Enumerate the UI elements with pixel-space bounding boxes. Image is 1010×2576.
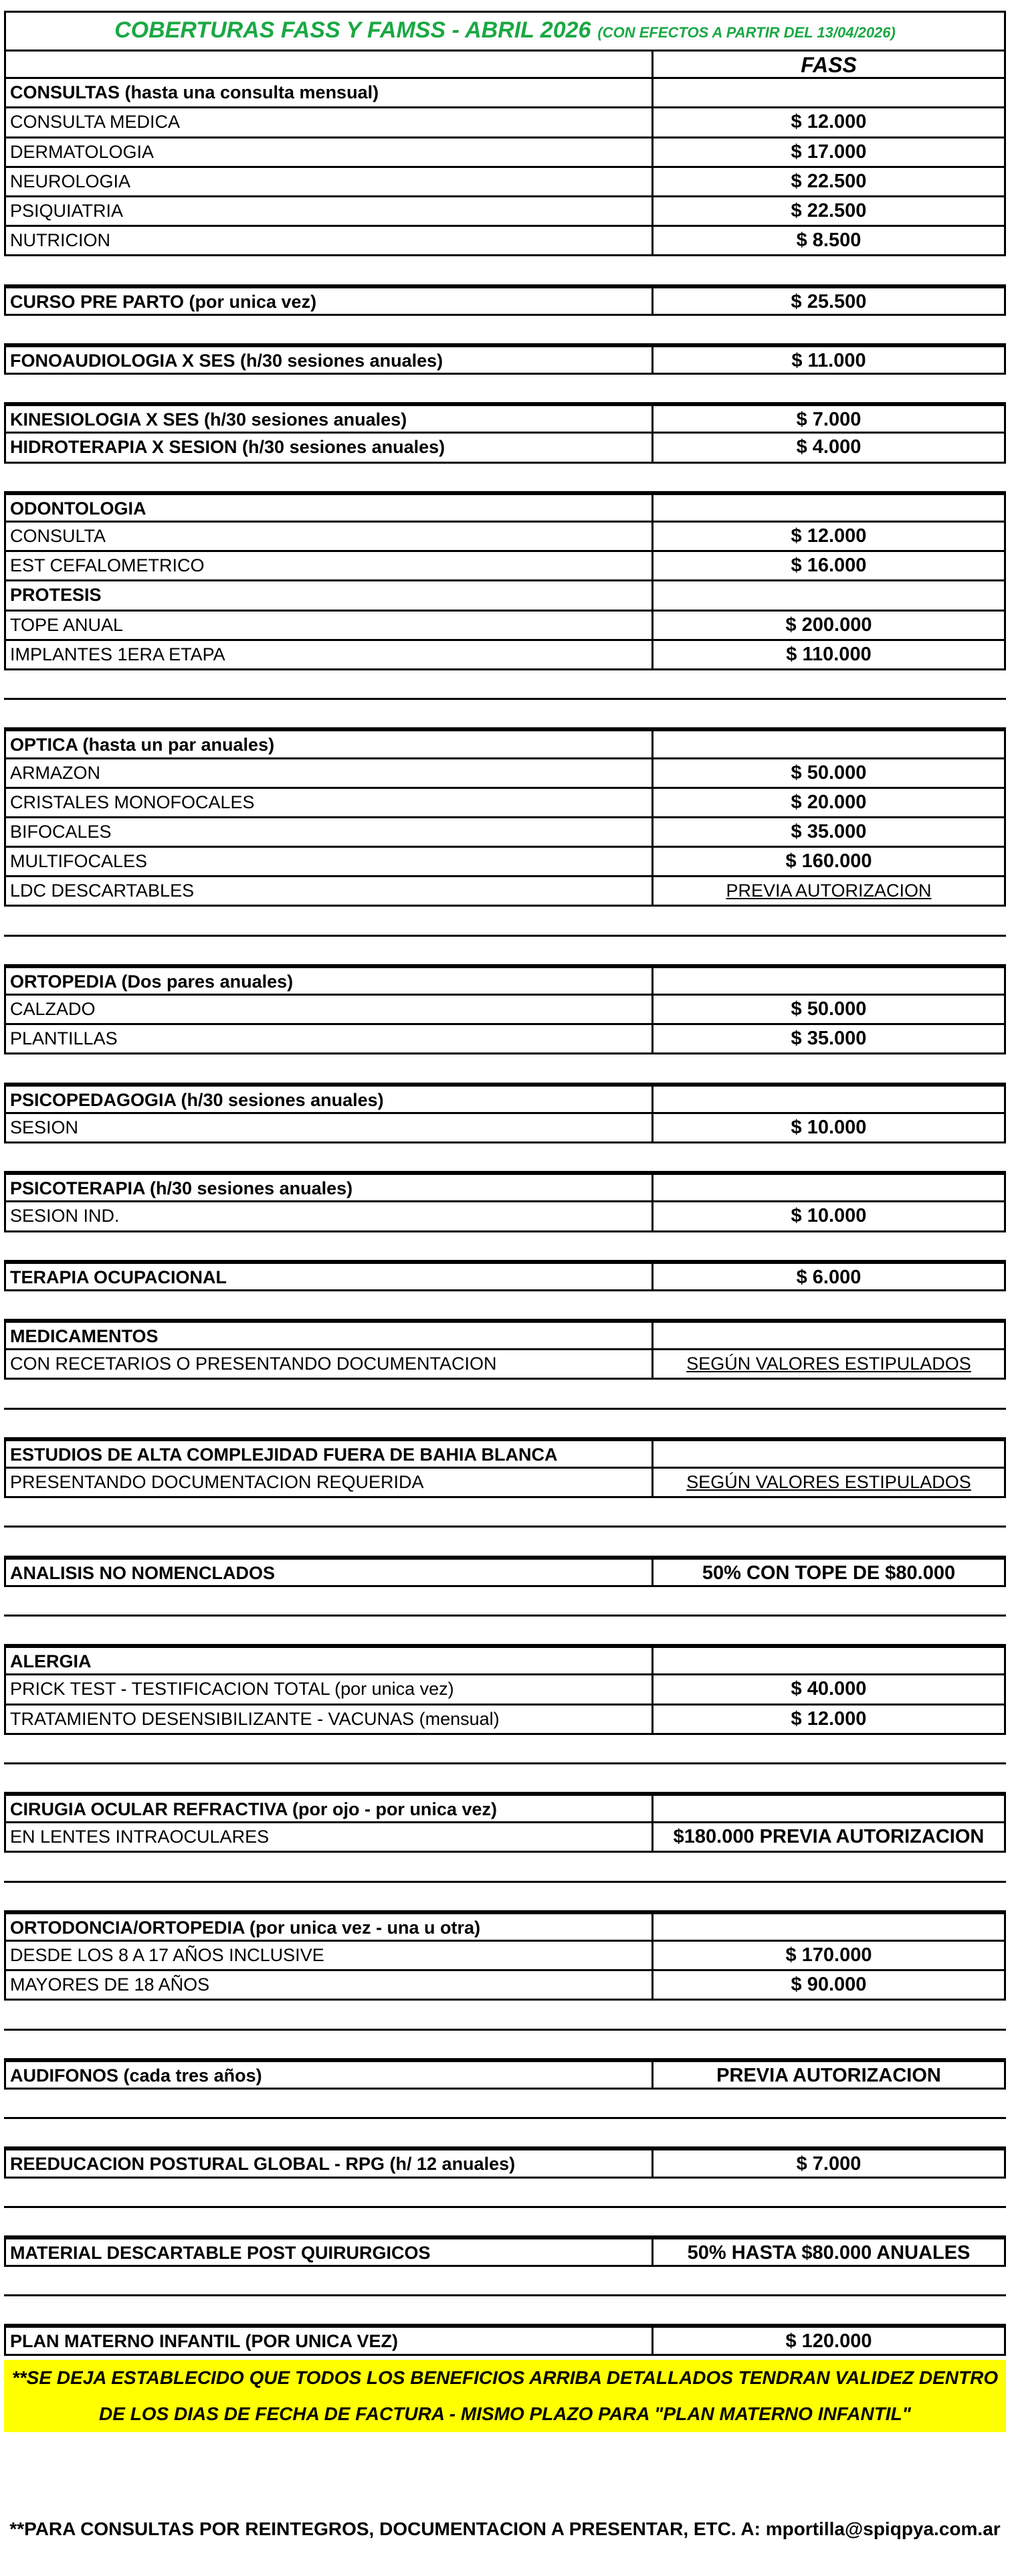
section-label: ALERGIA [4, 1646, 653, 1675]
item-row [4, 523, 1006, 552]
item-label: DESDE LOS 8 A 17 AÑOS INCLUSIVE [4, 1942, 653, 1971]
item-label: CALZADO [4, 996, 653, 1025]
spacer-row [4, 670, 1006, 700]
coverage-value: $ 35.000 [653, 818, 1006, 848]
item-row [4, 1469, 1006, 1498]
item-label: CONSULTA [4, 523, 653, 552]
spacer-row [4, 1617, 1006, 1646]
item-row [4, 108, 1006, 138]
item-label: DERMATOLOGIA [4, 139, 653, 168]
validity-notice-line-1: **SE DEJA ESTABLECIDO QUE TODOS LOS BENEFICIOS ARRIBA DETALLADOS TENDRAN VALIDEZ DENTRO [11, 2367, 999, 2388]
item-label: PSIQUIATRIA [4, 197, 653, 227]
column-header-blank [4, 50, 653, 79]
coverage-value: $ 200.000 [653, 612, 1006, 641]
coverage-value [653, 729, 1006, 759]
item-row [4, 1942, 1006, 1971]
spacer-row [4, 464, 1006, 493]
item-label: EN LENTES INTRAOCULARES [4, 1823, 653, 1853]
coverage-value: $ 12.000 [653, 1706, 1006, 1735]
coverage-value: $ 170.000 [653, 1942, 1006, 1971]
spacer-row [4, 907, 1006, 936]
coverage-value: $ 35.000 [653, 1025, 1006, 1054]
coverage-value: $ 7.000 [653, 404, 1006, 434]
item-row [4, 1675, 1006, 1705]
coverage-value [653, 79, 1006, 108]
page-title: COBERTURAS FASS Y FAMSS - ABRIL 2026 [114, 17, 591, 43]
item-label: SESION [4, 1114, 653, 1143]
spacer-row [4, 1498, 1006, 1528]
section-row [4, 1794, 1006, 1823]
coverage-value: SEGÚN VALORES ESTIPULADOS [653, 1350, 1006, 1380]
coverage-value: 50% CON TOPE DE $80.000 [653, 1558, 1006, 1587]
section-label: PLAN MATERNO INFANTIL (POR UNICA VEZ) [4, 2326, 653, 2355]
spacer-row [4, 2267, 1006, 2296]
spacer-row [4, 937, 1006, 966]
item-label: TOPE ANUAL [4, 612, 653, 641]
coverage-value: $ 50.000 [653, 759, 1006, 789]
spacer-row [4, 1883, 1006, 1912]
item-label: NUTRICION [4, 227, 653, 256]
item-row [4, 1706, 1006, 1735]
spacer-row [4, 1380, 1006, 1409]
section-row [4, 966, 1006, 996]
item-row [4, 139, 1006, 168]
item-row [4, 1202, 1006, 1232]
coverage-value: $ 7.000 [653, 2148, 1006, 2178]
item-row [4, 168, 1006, 197]
item-row [4, 789, 1006, 818]
spacer-row [4, 1232, 1006, 1262]
title-row [4, 11, 1006, 50]
item-label: ARMAZON [4, 759, 653, 789]
item-label: EST CEFALOMETRICO [4, 552, 653, 581]
section-row [4, 2148, 1006, 2178]
spacer-row [4, 2208, 1006, 2237]
spacer-row [4, 1587, 1006, 1617]
coverage-value [653, 1912, 1006, 1942]
column-header-row [4, 50, 1006, 79]
coverage-value: $ 10.000 [653, 1114, 1006, 1143]
section-label: FONOAUDIOLOGIA X SES (h/30 sesiones anuales) [4, 345, 653, 375]
section-label: PROTESIS [4, 581, 653, 611]
coverage-value: 50% HASTA $80.000 ANUALES [653, 2237, 1006, 2267]
coverage-value: $ 22.500 [653, 197, 1006, 227]
contact-footer: **PARA CONSULTAS POR REINTEGROS, DOCUMENTACION A PRESENTAR, ETC. A: mportilla@spiqpya.com.ar [9, 2518, 1001, 2539]
section-label: ORTOPEDIA (Dos pares anuales) [4, 966, 653, 996]
item-label: BIFOCALES [4, 818, 653, 848]
coverage-value: $ 160.000 [653, 848, 1006, 877]
spacer-row [4, 1143, 1006, 1173]
section-label: ODONTOLOGIA [4, 493, 653, 523]
item-label: TRATAMIENTO DESENSIBILIZANTE - VACUNAS (mensual) [4, 1706, 653, 1735]
coverage-value: $ 6.000 [653, 1262, 1006, 1291]
spacer-row [4, 256, 1006, 286]
spacer-row [4, 2119, 1006, 2148]
spacer-row [4, 375, 1006, 404]
section-label: PSICOPEDAGOGIA (h/30 sesiones anuales) [4, 1085, 653, 1114]
coverage-value [653, 1439, 1006, 1469]
section-label: CIRUGIA OCULAR REFRACTIVA (por ojo - por unica vez) [4, 1794, 653, 1823]
coverage-value [653, 1321, 1006, 1350]
coverage-value: $ 17.000 [653, 139, 1006, 168]
coverage-value: SEGÚN VALORES ESTIPULADOS [653, 1469, 1006, 1498]
item-label: NEUROLOGIA [4, 168, 653, 197]
coverage-value [653, 1646, 1006, 1675]
coverage-value: $ 90.000 [653, 1971, 1006, 2001]
coverage-value: $ 12.000 [653, 523, 1006, 552]
coverage-value [653, 1794, 1006, 1823]
coverage-value: $ 20.000 [653, 789, 1006, 818]
section-label: ORTODONCIA/ORTOPEDIA (por unica vez - una u otra) [4, 1912, 653, 1942]
coverage-sheet [4, 11, 1006, 2356]
section-label: PSICOTERAPIA (h/30 sesiones anuales) [4, 1173, 653, 1202]
item-row [4, 227, 1006, 256]
item-row [4, 759, 1006, 789]
section-row [4, 79, 1006, 108]
item-row [4, 848, 1006, 877]
item-label: PLANTILLAS [4, 1025, 653, 1054]
section-row [4, 404, 1006, 434]
item-row [4, 818, 1006, 848]
section-row [4, 1173, 1006, 1202]
item-label: LDC DESCARTABLES [4, 877, 653, 907]
coverage-value: $ 22.500 [653, 168, 1006, 197]
section-row [4, 2237, 1006, 2267]
section-label: MATERIAL DESCARTABLE POST QUIRURGICOS [4, 2237, 653, 2267]
item-label: PRICK TEST - TESTIFICACION TOTAL (por unica vez) [4, 1675, 653, 1705]
spacer-row [4, 1291, 1006, 1321]
coverage-value: $180.000 PREVIA AUTORIZACION [653, 1823, 1006, 1853]
section-label: KINESIOLOGIA X SES (h/30 sesiones anuales) [4, 404, 653, 434]
spacer-row [4, 1528, 1006, 1557]
coverage-value: $ 4.000 [653, 434, 1006, 463]
section-label: ANALISIS NO NOMENCLADOS [4, 1558, 653, 1587]
page-subtitle: (CON EFECTOS A PARTIR DEL 13/04/2026) [597, 24, 896, 41]
section-row [4, 2326, 1006, 2355]
section-label: CONSULTAS (hasta una consulta mensual) [4, 79, 653, 108]
validity-notice-line-2: DE LOS DIAS DE FECHA DE FACTURA - MISMO PLAZO PARA "PLAN MATERNO INFANTIL" [99, 2403, 911, 2424]
item-row [4, 1350, 1006, 1380]
coverage-value: $ 110.000 [653, 641, 1006, 670]
coverage-value: $ 40.000 [653, 1675, 1006, 1705]
coverage-value [653, 1173, 1006, 1202]
coverage-value: PREVIA AUTORIZACION [653, 2060, 1006, 2090]
section-row [4, 1558, 1006, 1587]
section-label: ESTUDIOS DE ALTA COMPLEJIDAD FUERA DE BAHIA BLANCA [4, 1439, 653, 1469]
spacer-row [4, 1410, 1006, 1439]
item-label: MULTIFOCALES [4, 848, 653, 877]
section-label: AUDIFONOS (cada tres años) [4, 2060, 653, 2090]
section-row [4, 1321, 1006, 1350]
section-row [4, 1912, 1006, 1942]
item-row [4, 1823, 1006, 1853]
section-label: OPTICA (hasta un par anuales) [4, 729, 653, 759]
validity-notice-banner [4, 2360, 1006, 2432]
item-label: CONSULTA MEDICA [4, 108, 653, 138]
coverage-value: $ 25.500 [653, 286, 1006, 316]
spacer-row [4, 2296, 1006, 2326]
spacer-row [4, 2090, 1006, 2119]
coverage-value [653, 1085, 1006, 1114]
section-row [4, 2060, 1006, 2090]
spacer-row [4, 2001, 1006, 2030]
section-row [4, 493, 1006, 523]
item-row [4, 996, 1006, 1025]
item-label: CON RECETARIOS O PRESENTANDO DOCUMENTACION [4, 1350, 653, 1380]
item-row [4, 1114, 1006, 1143]
coverage-value: $ 50.000 [653, 996, 1006, 1025]
item-row [4, 1025, 1006, 1054]
coverage-table [4, 79, 1006, 2355]
item-label: IMPLANTES 1ERA ETAPA [4, 641, 653, 670]
spacer-row [4, 2179, 1006, 2208]
item-row [4, 552, 1006, 581]
coverage-value: $ 16.000 [653, 552, 1006, 581]
item-row [4, 197, 1006, 227]
item-row [4, 877, 1006, 907]
spacer-row [4, 2031, 1006, 2060]
spacer-row [4, 1853, 1006, 1882]
item-label: CRISTALES MONOFOCALES [4, 789, 653, 818]
section-label: CURSO PRE PARTO (por unica vez) [4, 286, 653, 316]
coverage-value [653, 493, 1006, 523]
item-row [4, 612, 1006, 641]
coverage-value: $ 12.000 [653, 108, 1006, 138]
item-label: PRESENTANDO DOCUMENTACION REQUERIDA [4, 1469, 653, 1498]
coverage-value [653, 581, 1006, 611]
spacer-row [4, 700, 1006, 729]
section-row [4, 1262, 1006, 1291]
section-label: REEDUCACION POSTURAL GLOBAL - RPG (h/ 12 anuales) [4, 2148, 653, 2178]
section-row [4, 286, 1006, 316]
coverage-value: $ 120.000 [653, 2326, 1006, 2355]
section-row [4, 581, 1006, 611]
section-row [4, 1439, 1006, 1469]
coverage-value [653, 966, 1006, 996]
item-row [4, 641, 1006, 670]
section-row [4, 345, 1006, 375]
spacer-row [4, 1764, 1006, 1794]
item-row [4, 1971, 1006, 2001]
coverage-value: $ 11.000 [653, 345, 1006, 375]
section-row [4, 1085, 1006, 1114]
spacer-row [4, 1054, 1006, 1084]
coverage-value: $ 10.000 [653, 1202, 1006, 1232]
item-label: SESION IND. [4, 1202, 653, 1232]
section-label: MEDICAMENTOS [4, 1321, 653, 1350]
spacer-row [4, 1735, 1006, 1764]
column-header-fass: FASS [653, 50, 1006, 79]
section-label: TERAPIA OCUPACIONAL [4, 1262, 653, 1291]
spacer-row [4, 316, 1006, 345]
section-label: HIDROTERAPIA X SESION (h/30 sesiones anuales) [4, 434, 653, 463]
coverage-value: PREVIA AUTORIZACION [653, 877, 1006, 907]
coverage-value: $ 8.500 [653, 227, 1006, 256]
section-row [4, 1646, 1006, 1675]
section-row [4, 434, 1006, 463]
section-row [4, 729, 1006, 759]
item-label: MAYORES DE 18 AÑOS [4, 1971, 653, 2001]
